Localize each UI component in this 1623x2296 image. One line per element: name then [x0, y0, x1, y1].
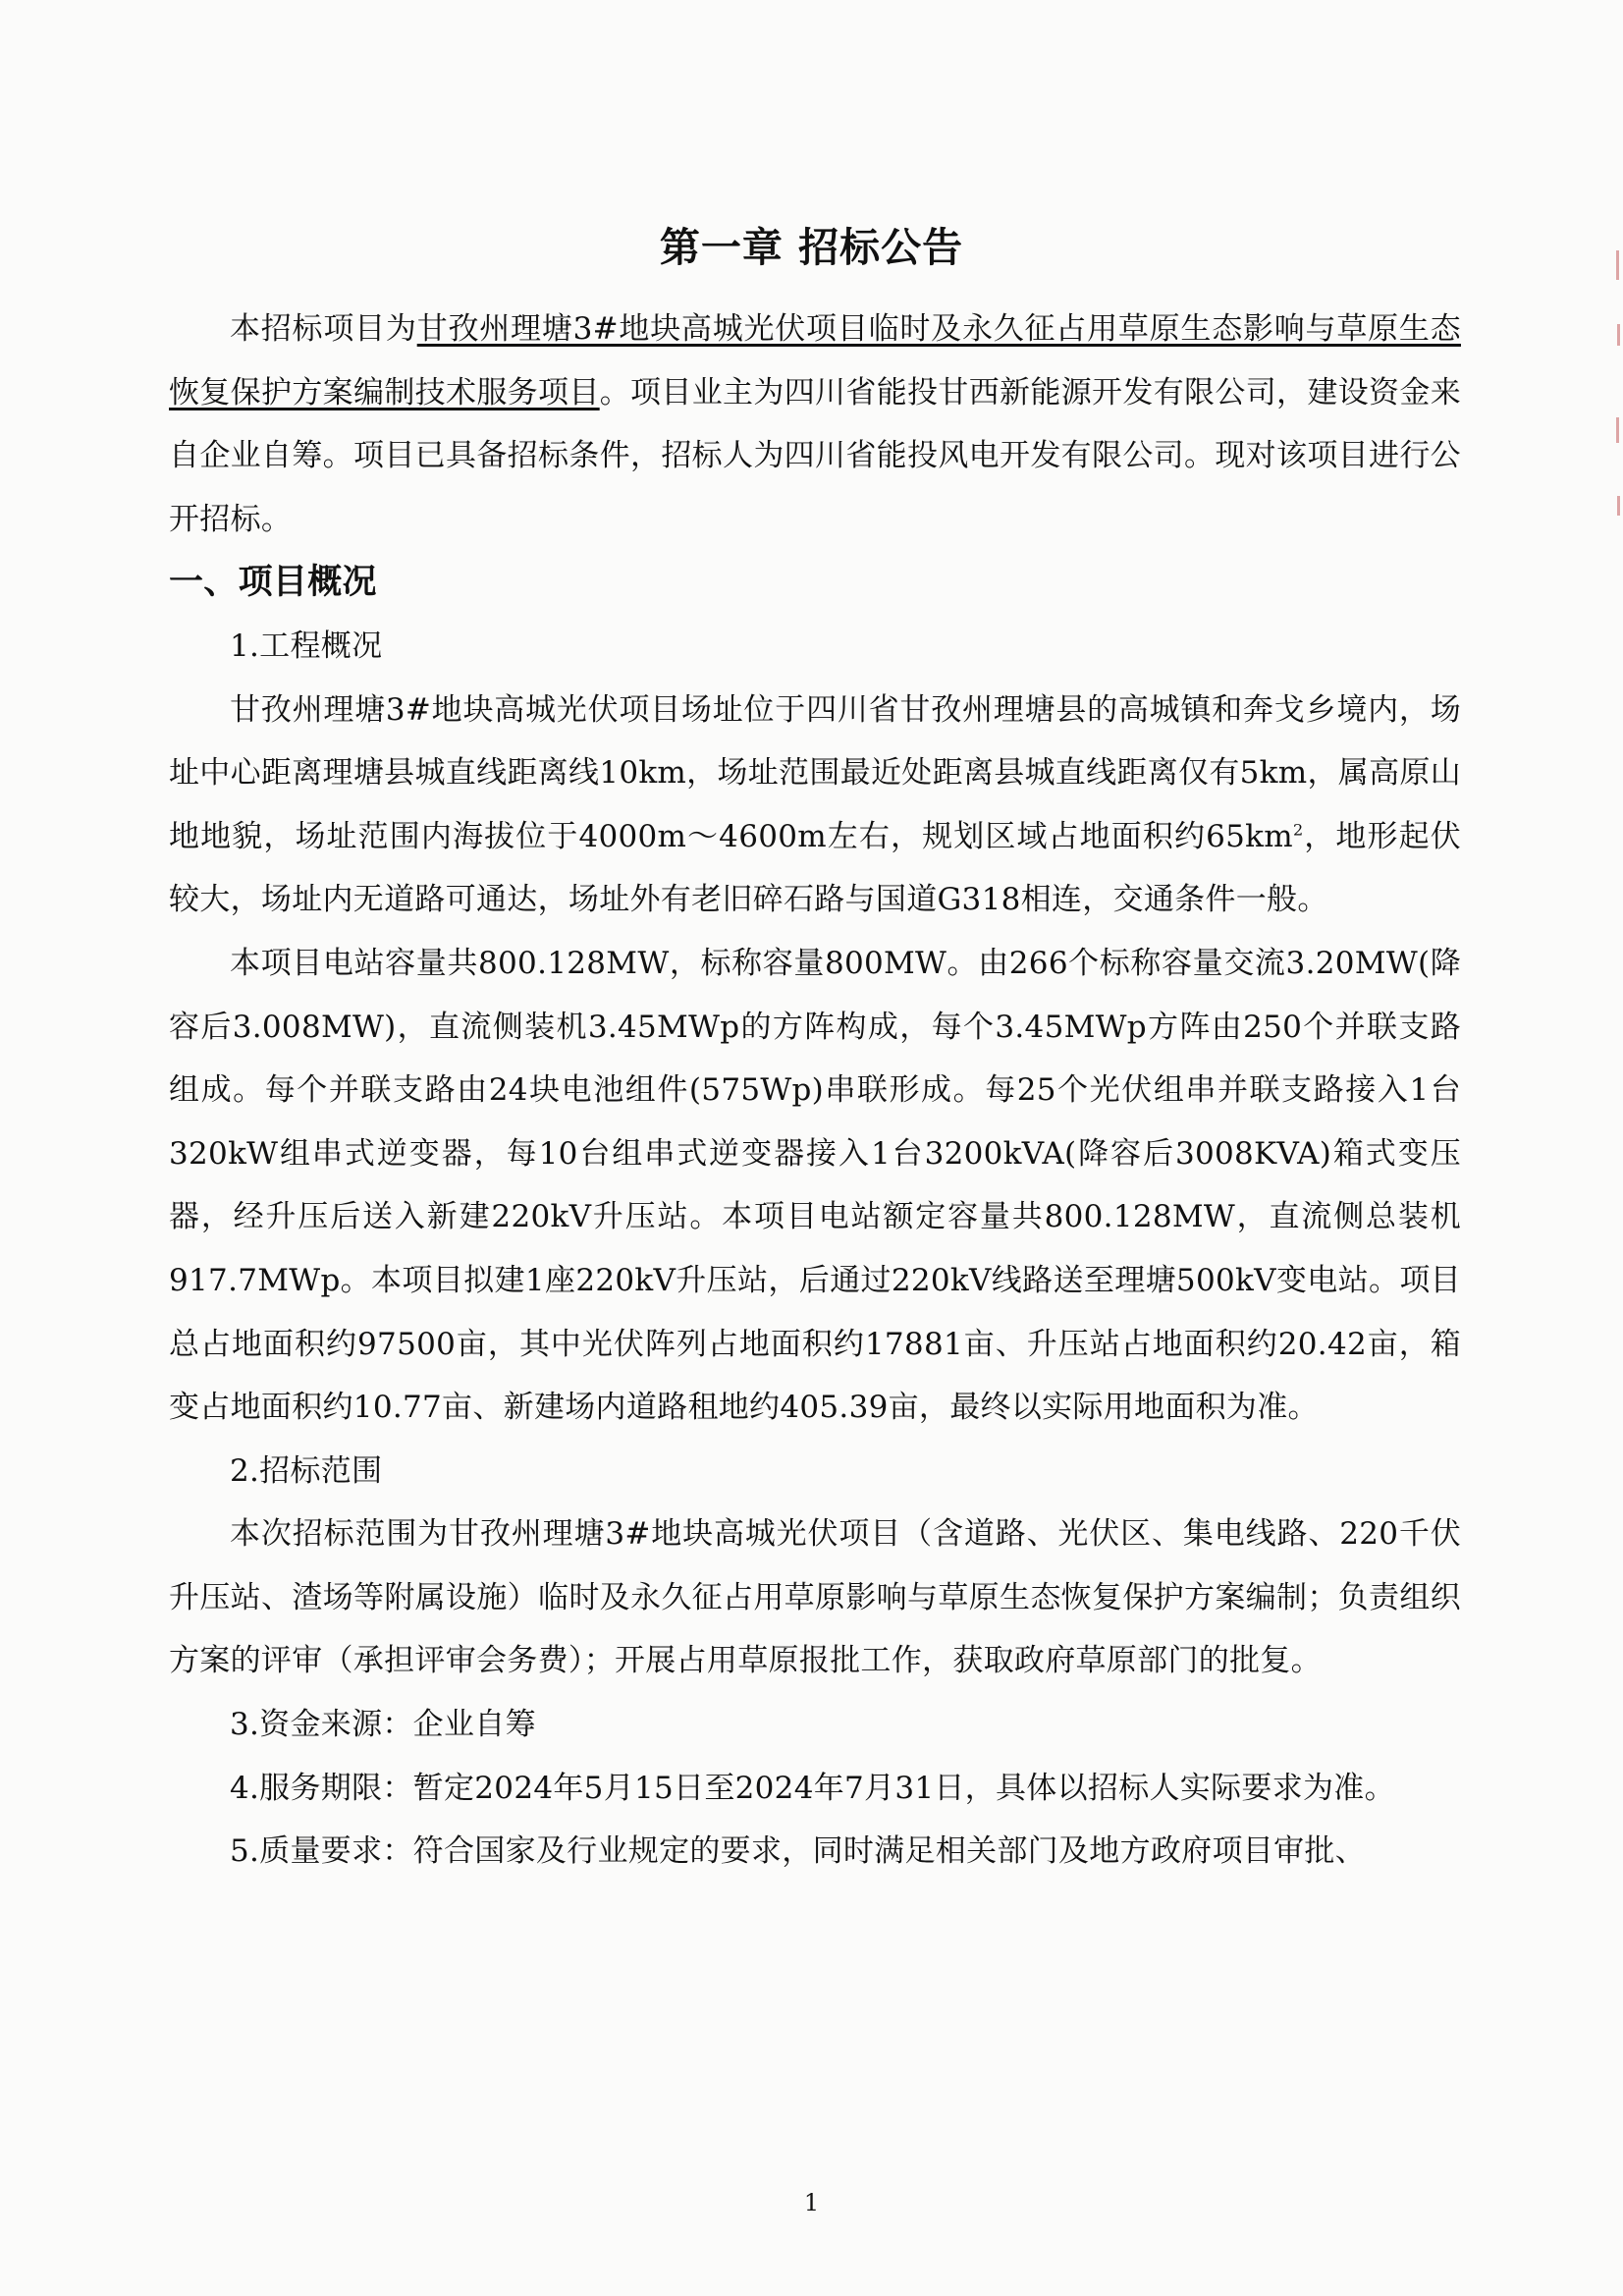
document-body [169, 298, 1461, 1884]
section-heading: 一、项目概况 [169, 563, 377, 603]
item-1-paragraph-1-text-b: ，地形起伏较大，场址内无道路可通达，场址外有老旧碎石路与国道G318相连，交通条件一般。 [169, 818, 1461, 918]
superscript-2: 2 [1292, 820, 1304, 840]
intro-rest: 。项目业主为四川省能投甘西新能源开发有限公司，建设资金来自企业自筹。项目已具备招标条件，招标人为四川省能投风电开发有限公司。现对该项目进行公开招标。 [169, 374, 1462, 537]
item-1-paragraph-2: 本项目电站容量共800.128MW，标称容量800MW。由266个标称容量交流3.20MW(降容后3.008MW)，直流侧装机3.45MWp的方阵构成，每个3.45MWp方阵由250个并联支路组成。每个并联支路由24块电池组件(575Wp)串联形成。每25个光伏组串并联支路接入1台320kW组串式逆变器，每10台组串式逆变器接入1台3200kVA(降容后3008KVA)箱式变压器，经升压后送入新建220kV升压站。本项目电站额定容量共800.128MW，直流侧总装机917.7MWp。本项目拟建1座220kV升压站，后通过220kV线路送至理塘500kV变电站。项目总占地面积约97500亩，其中光伏阵列占地面积约17881亩、升压站占地面积约20.42亩，箱变占地面积约10.77亩、新建场内道路租地约405.39亩，最终以实际用地面积为准。 [169, 945, 1461, 1426]
item-1-paragraph-1 [169, 679, 1461, 932]
page-number: 1 [803, 2189, 820, 2216]
project-name: 甘孜州理塘3#地块高城光伏项目临时及永久征占用草原生态影响与草原生态恢复保护方案编制技术服务项目 [169, 311, 1461, 410]
item-1-title: 1.工程概况 [230, 628, 383, 664]
scan-edge-mark [1616, 417, 1619, 443]
item-2-title: 2.招标范围 [230, 1452, 383, 1489]
scan-edge-mark [1617, 496, 1620, 516]
item-5: 5.质量要求：符合国家及行业规定的要求，同时满足相关部门及地方政府项目审批、 [230, 1833, 1366, 1870]
item-3: 3.资金来源：企业自筹 [230, 1707, 536, 1743]
intro-lead: 本招标项目为 [230, 311, 417, 347]
intro-paragraph [169, 298, 1461, 551]
item-2-paragraph: 本次招标范围为甘孜州理塘3#地块高城光伏项目（含道路、光伏区、集电线路、220千伏升压站、渣场等附属设施）临时及永久征占用草原影响与草原生态恢复保护方案编制；负责组织方案的评审（承担评审会务费）；开展占用草原报批工作，获取政府草原部门的批复。 [169, 1516, 1461, 1679]
item-1-paragraph-1-text-a: 甘孜州理塘3#地块高城光伏项目场址位于四川省甘孜州理塘县的高城镇和奔戈乡境内，场址中心距离理塘县城直线距离线10km，场址范围最近处距离县城直线距离仅有5km，属高原山地地貌，场址范围内海拔位于4000m～4600m左右，规划区域占地面积约65km [169, 691, 1461, 854]
scan-edge-mark [1617, 324, 1620, 346]
chapter-title: 第一章 招标公告 [659, 224, 964, 271]
item-4: 4.服务期限：暂定2024年5月15日至2024年7月31日，具体以招标人实际要求为准。 [230, 1770, 1395, 1806]
